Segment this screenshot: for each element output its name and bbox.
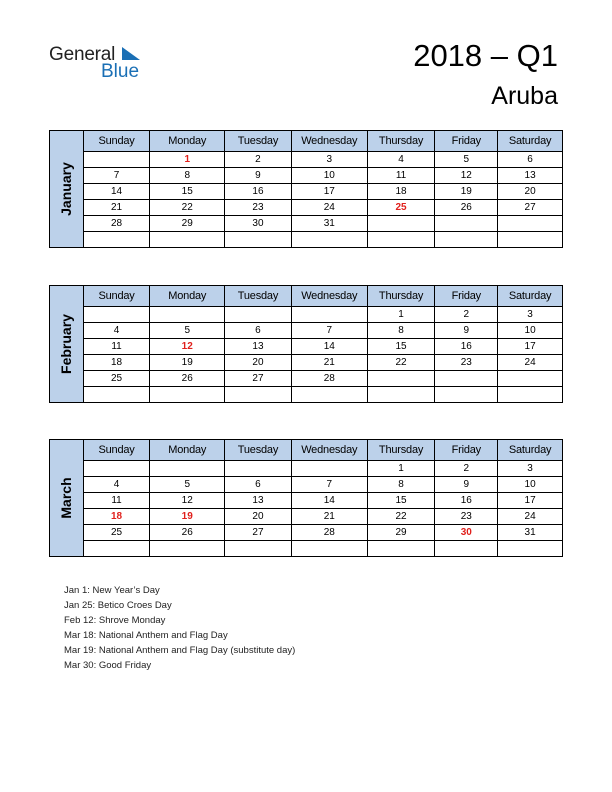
day-cell: 16 [435,493,498,509]
day-cell: 22 [367,355,435,371]
holiday-note: Feb 12: Shrove Monday [64,615,166,626]
day-cell [435,232,498,248]
weekday-header: Monday [150,286,225,307]
day-cell: 26 [435,200,498,216]
day-cell: 3 [498,461,563,477]
day-cell [83,541,150,557]
day-cell: 29 [367,525,435,541]
day-cell: 20 [225,355,292,371]
day-cell [225,461,292,477]
day-cell: 28 [291,525,367,541]
weekday-header: Sunday [83,131,150,152]
holiday-note: Mar 30: Good Friday [64,660,152,671]
weekday-header: Tuesday [225,440,292,461]
day-cell [150,387,225,403]
day-cell: 25 [367,200,435,216]
day-cell [225,541,292,557]
day-cell: 21 [291,355,367,371]
day-cell [498,216,563,232]
month-label-cell [50,286,84,403]
weekday-header: Wednesday [291,440,367,461]
week-row [50,371,563,387]
week-row [50,493,563,509]
day-cell: 4 [367,152,435,168]
week-row [50,387,563,403]
day-cell: 26 [150,371,225,387]
week-row [50,152,563,168]
day-cell: 27 [225,371,292,387]
day-cell [291,307,367,323]
day-cell: 7 [291,323,367,339]
day-cell: 9 [435,323,498,339]
day-cell [435,216,498,232]
day-cell [498,387,563,403]
weekday-header: Saturday [498,440,563,461]
day-cell: 8 [367,477,435,493]
day-cell: 29 [150,216,225,232]
weekday-header: Friday [435,440,498,461]
day-cell: 11 [367,168,435,184]
weekday-header: Friday [435,131,498,152]
month-calendar-march [49,439,563,557]
day-cell: 11 [83,339,150,355]
day-cell [291,387,367,403]
week-row [50,477,563,493]
day-cell [150,461,225,477]
day-cell: 4 [83,477,150,493]
weekday-header: Tuesday [225,131,292,152]
week-row [50,168,563,184]
day-cell: 22 [150,200,225,216]
day-cell: 9 [225,168,292,184]
month-label: February [58,314,75,374]
day-cell [367,232,435,248]
day-cell: 18 [367,184,435,200]
day-cell: 22 [367,509,435,525]
weekday-header-row [50,440,563,461]
weekday-header: Friday [435,286,498,307]
day-cell: 19 [150,355,225,371]
day-cell: 19 [150,509,225,525]
week-row [50,355,563,371]
month-label-cell [50,440,84,557]
country-name: Aruba [491,82,558,110]
day-cell: 2 [225,152,292,168]
day-cell: 5 [150,477,225,493]
day-cell [83,232,150,248]
day-cell: 15 [150,184,225,200]
day-cell: 6 [225,323,292,339]
day-cell [291,232,367,248]
weekday-header: Thursday [367,286,435,307]
day-cell [498,371,563,387]
day-cell: 21 [83,200,150,216]
day-cell: 11 [83,493,150,509]
day-cell: 23 [435,355,498,371]
day-cell: 12 [150,339,225,355]
day-cell: 21 [291,509,367,525]
holiday-note: Jan 1: New Year’s Day [64,585,160,596]
day-cell [498,232,563,248]
logo-text-general: General [49,44,116,65]
day-cell: 2 [435,461,498,477]
day-cell: 23 [435,509,498,525]
week-row [50,461,563,477]
day-cell: 17 [498,493,563,509]
day-cell: 8 [150,168,225,184]
day-cell: 13 [225,493,292,509]
day-cell: 7 [83,168,150,184]
day-cell: 15 [367,493,435,509]
day-cell [150,307,225,323]
day-cell: 5 [150,323,225,339]
page-title: 2018 – Q1 [413,38,558,73]
day-cell: 16 [225,184,292,200]
day-cell: 15 [367,339,435,355]
weekday-header: Thursday [367,440,435,461]
week-row [50,509,563,525]
day-cell [83,152,150,168]
month-label: January [58,162,75,216]
day-cell: 12 [150,493,225,509]
day-cell [225,387,292,403]
day-cell: 30 [225,216,292,232]
day-cell: 7 [291,477,367,493]
day-cell: 6 [225,477,292,493]
day-cell: 3 [498,307,563,323]
day-cell: 31 [498,525,563,541]
day-cell: 13 [225,339,292,355]
day-cell: 26 [150,525,225,541]
weekday-header: Tuesday [225,286,292,307]
weekday-header: Wednesday [291,286,367,307]
week-row [50,339,563,355]
weekday-header: Wednesday [291,131,367,152]
week-row [50,307,563,323]
day-cell: 14 [83,184,150,200]
day-cell: 1 [367,461,435,477]
weekday-header-row [50,131,563,152]
month-calendar-january [49,130,563,248]
day-cell: 24 [291,200,367,216]
day-cell: 13 [498,168,563,184]
day-cell [150,232,225,248]
day-cell: 31 [291,216,367,232]
weekday-header: Monday [150,440,225,461]
day-cell: 16 [435,339,498,355]
day-cell [435,541,498,557]
weekday-header: Sunday [83,440,150,461]
day-cell: 25 [83,525,150,541]
holiday-note: Mar 19: National Anthem and Flag Day (substitute day) [64,645,296,656]
day-cell: 28 [83,216,150,232]
day-cell: 25 [83,371,150,387]
day-cell: 1 [150,152,225,168]
day-cell: 20 [225,509,292,525]
day-cell: 5 [435,152,498,168]
day-cell: 24 [498,355,563,371]
day-cell [83,461,150,477]
day-cell [498,541,563,557]
day-cell: 14 [291,493,367,509]
day-cell [435,387,498,403]
weekday-header-row [50,286,563,307]
day-cell: 17 [291,184,367,200]
day-cell: 18 [83,355,150,371]
day-cell [367,387,435,403]
day-cell: 10 [291,168,367,184]
logo-flag-icon [122,47,140,61]
week-row [50,200,563,216]
logo-text-blue: Blue [101,61,140,82]
day-cell [367,371,435,387]
day-cell: 9 [435,477,498,493]
day-cell: 23 [225,200,292,216]
month-label-cell [50,131,84,248]
day-cell: 27 [498,200,563,216]
day-cell: 17 [498,339,563,355]
day-cell: 10 [498,323,563,339]
month-calendar-february [49,285,563,403]
day-cell [291,461,367,477]
day-cell [83,387,150,403]
day-cell [150,541,225,557]
week-row [50,323,563,339]
day-cell: 28 [291,371,367,387]
day-cell: 20 [498,184,563,200]
day-cell [435,371,498,387]
weekday-header: Sunday [83,286,150,307]
holiday-list [64,583,295,673]
day-cell: 27 [225,525,292,541]
day-cell: 10 [498,477,563,493]
day-cell: 3 [291,152,367,168]
day-cell: 14 [291,339,367,355]
day-cell: 30 [435,525,498,541]
weekday-header: Saturday [498,286,563,307]
day-cell [367,216,435,232]
day-cell [225,307,292,323]
day-cell [291,541,367,557]
day-cell: 18 [83,509,150,525]
day-cell: 12 [435,168,498,184]
week-row [50,232,563,248]
day-cell: 4 [83,323,150,339]
day-cell: 1 [367,307,435,323]
day-cell [367,541,435,557]
day-cell: 2 [435,307,498,323]
month-label: March [58,477,75,519]
day-cell [225,232,292,248]
weekday-header: Thursday [367,131,435,152]
holiday-note: Jan 25: Betico Croes Day [64,600,172,611]
day-cell: 19 [435,184,498,200]
holiday-note: Mar 18: National Anthem and Flag Day [64,630,228,641]
day-cell [83,307,150,323]
week-row [50,216,563,232]
week-row [50,184,563,200]
weekday-header: Saturday [498,131,563,152]
weekday-header: Monday [150,131,225,152]
day-cell: 24 [498,509,563,525]
week-row [50,525,563,541]
day-cell: 6 [498,152,563,168]
week-row [50,541,563,557]
day-cell: 8 [367,323,435,339]
